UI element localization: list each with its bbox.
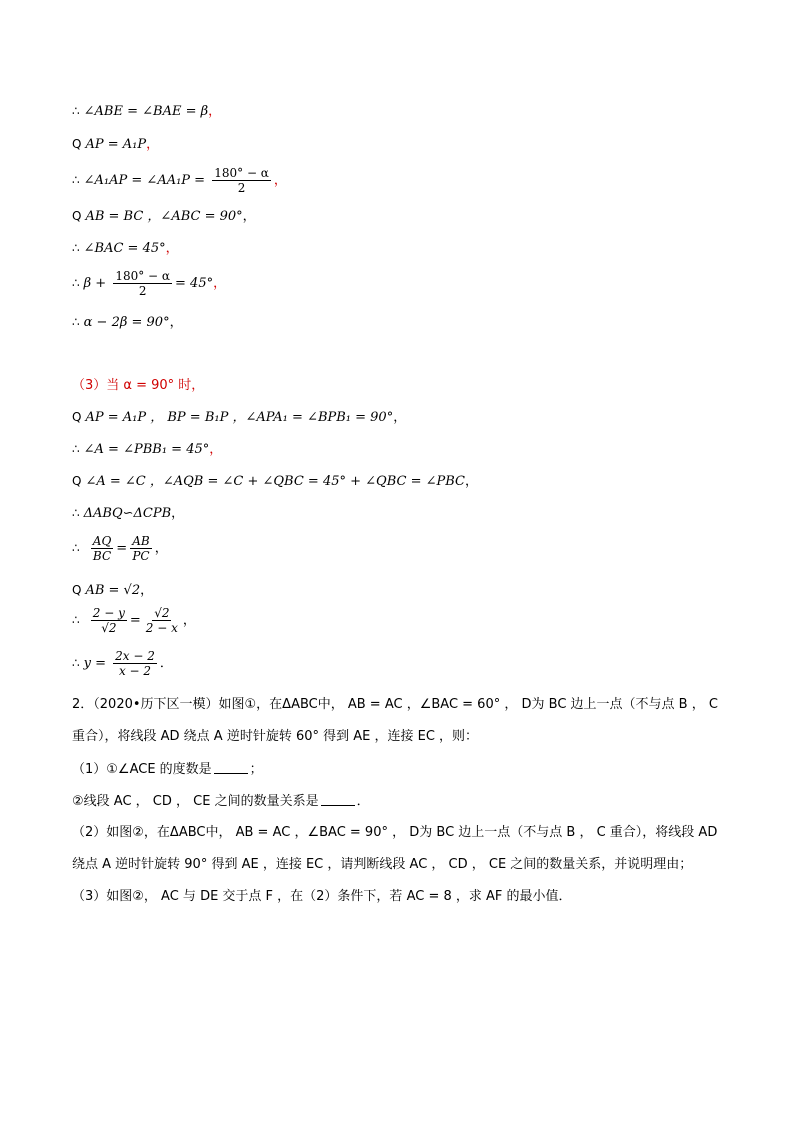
solution-line-2: Q AP = A₁P， [72, 137, 160, 152]
question-2-part-1-b: ②线段 AC ， CD ， CE 之间的数量关系是 ． [72, 794, 370, 809]
answer-blank [214, 761, 248, 774]
solution-line-15: ∴ $\frac{2 - y}{√2}$ = $\frac{√2}{2 - x}$ ， [72, 606, 196, 635]
question-2-part-2-line-1: （2）如图②，在ΔABC中， AB = AC ，∠BAC = 90° ， D为 BC 边上一点（不与点 B ， C 重合），将线段 AD [72, 825, 718, 840]
solution-line-14: Q AB = √2， [72, 583, 154, 598]
fraction: $\frac{180^\circ - \alpha}{2}$ [115, 269, 171, 298]
solution-line-7: ∴ α − 2β = 90°， [72, 315, 183, 330]
solution-line-5: ∴ ∠BAC = 45°， [72, 241, 179, 256]
question-2-part-1: （1）①∠ACE 的度数是 ； [72, 762, 263, 777]
question-2-part-2-line-2: 绕点 A 逆时针旋转 90° 得到 AE ，连接 EC ，请判断线段 AC ， CD ， CE 之间的数量关系，并说明理由； [72, 857, 693, 872]
solution-line-3: ∴ ∠A₁AP = ∠AA₁P = $\frac{180^\circ - \alpha}{2}$ ， [72, 166, 287, 195]
solution-line-10: ∴ ∠A = ∠PBB₁ = 45°， [72, 442, 223, 457]
solution-line-13: ∴ $\frac{AQ}{BC}$ = $\frac{AB}{PC}$ ， [72, 534, 168, 563]
fraction: $\frac{2x - 2}{x - 2}$ [115, 649, 155, 678]
solution-line-6: ∴ β + $\frac{180^\circ - \alpha}{2}$ = 45°， [72, 269, 227, 298]
fraction: $\frac{AB}{PC}$ [132, 534, 150, 563]
fraction: $\frac{2 - y}{√2}$ [92, 606, 125, 635]
solution-line-11: Q ∠A = ∠C ，∠AQB = ∠C + ∠QBC = 45° + ∠QBC = ∠PBC， [72, 474, 479, 489]
solution-line-16: ∴ y = $\frac{2x - 2}{x - 2}$ ． [72, 649, 173, 678]
question-2-part-3: （3）如图②， AC 与 DE 交于点 F ，在（2）条件下，若 AC = 8 ，求 AF 的最小值． [72, 889, 572, 904]
fraction: $\frac{180^\circ - \alpha}{2}$ [214, 166, 269, 195]
fraction: $\frac{√2}{2 - x}$ [145, 606, 178, 635]
solution-line-1: ∴ ∠ABE = ∠BAE = β， [72, 104, 222, 119]
question-2-line-1: 2．（2020•历下区一模）如图①，在ΔABC中， AB = AC ，∠BAC = 60° ， D为 BC 边上一点（不与点 B ， C [72, 697, 718, 712]
answer-blank [321, 793, 355, 806]
part-3-heading: （3）当 α = 90° 时， [72, 378, 205, 393]
solution-line-9: Q AP = A₁P ， BP = B₁P ，∠APA₁ = ∠BPB₁ = 90°， [72, 410, 407, 425]
solution-line-4: Q AB = BC ，∠ABC = 90°， [72, 209, 256, 224]
solution-line-12: ∴ ΔABQ∽ΔCPB， [72, 506, 185, 521]
fraction: $\frac{AQ}{BC}$ [92, 534, 112, 563]
question-2-line-2: 重合），将线段 AD 绕点 A 逆时针旋转 60° 得到 AE ，连接 EC ，则： [72, 729, 479, 744]
